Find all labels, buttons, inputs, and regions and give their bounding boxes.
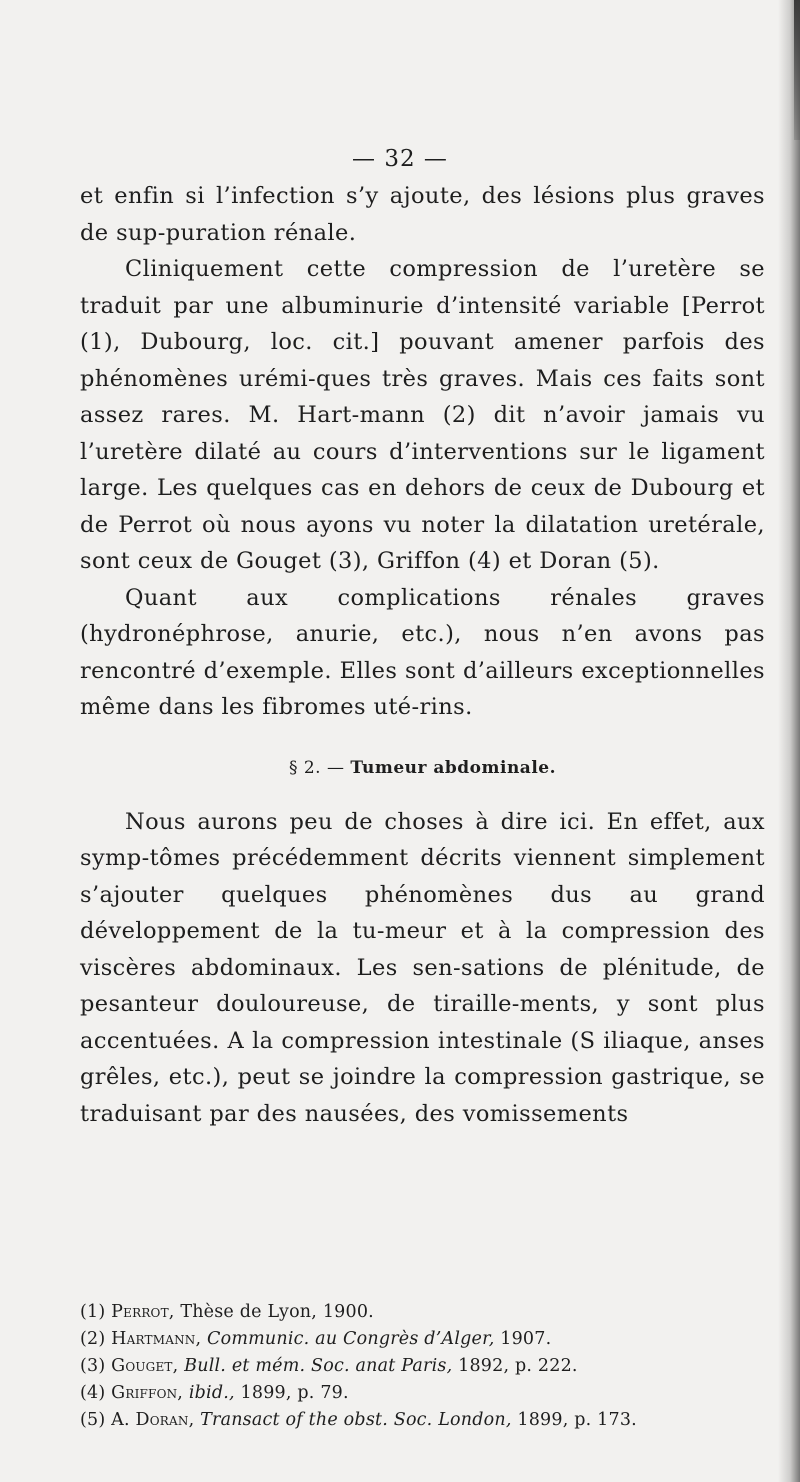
footnote-source: Thèse de Lyon, <box>180 1302 318 1322</box>
footnote-details: 1892, p. 222. <box>458 1356 578 1376</box>
paragraph-1: et enfin si l’infection s’y ajoute, des lésions plus graves de sup-puration rénale. <box>80 183 765 246</box>
footnote-author: Hartmann, <box>111 1329 202 1349</box>
page-edge-shadow <box>778 0 800 1482</box>
footnote-author: Gouget, <box>111 1356 179 1376</box>
main-text <box>80 178 765 1132</box>
footnote-number: (5) <box>80 1410 106 1430</box>
footnote-author: Perrot, <box>111 1302 175 1322</box>
footnotes <box>80 1299 770 1434</box>
section-number: § 2. — <box>288 757 345 778</box>
paragraph-3: Quant aux complications rénales graves (hydronéphrose, anurie, etc.), nous n’en avons pas rencontré d’exemple. Elles sont d’ailleurs exceptionnelles même dans les fibromes uté-rins. <box>80 584 765 720</box>
section-heading <box>80 756 765 780</box>
footnote-3 <box>80 1353 770 1380</box>
footnote-details: 1907. <box>500 1329 552 1349</box>
footnote-number: (2) <box>80 1329 106 1349</box>
footnote-author: Griffon, <box>111 1383 184 1403</box>
footnote-source: Communic. au Congrès d’Alger, <box>207 1329 495 1349</box>
footnote-source: Bull. et mém. Soc. anat Paris, <box>184 1356 453 1376</box>
footnote-4 <box>80 1380 770 1407</box>
footnote-5 <box>80 1407 770 1434</box>
footnote-source: ibid., <box>188 1383 235 1403</box>
footnote-number: (4) <box>80 1383 106 1403</box>
page-edge-binding <box>794 0 800 140</box>
footnote-details: 1899, p. 173. <box>517 1410 637 1430</box>
footnote-number: (3) <box>80 1356 106 1376</box>
footnote-details: 1899, p. 79. <box>240 1383 349 1403</box>
footnote-2 <box>80 1326 770 1353</box>
footnote-number: (1) <box>80 1302 106 1322</box>
page-number: — 32 — <box>352 146 448 172</box>
footnote-1 <box>80 1299 770 1326</box>
section-title: Tumeur abdominale. <box>350 757 557 778</box>
footnote-details: 1900. <box>322 1302 374 1322</box>
footnote-source: Transact of the obst. Soc. London, <box>200 1410 512 1430</box>
paragraph-4: Nous aurons peu de choses à dire ici. En effet, aux symp-tômes précédemment décrits viennent simplement s’ajouter quelques phénomènes dus au grand développement de la tu-meur et à la compression des viscères abdominaux. Les sen-sations de plénitude, de pesanteur douloureuse, de tiraille-ments, y sont plus accentuées. A la compression intestinale (S iliaque, anses grêles, etc.), peut se joindre la compression gastrique, se traduisant par des nausées, des vomissements <box>80 808 765 1127</box>
footnote-author: A. Doran, <box>111 1410 195 1430</box>
paragraph-2: Cliniquement cette compression de l’uretère se traduit par une albuminurie d’intensité variable [Perrot (1), Dubourg, loc. cit.] pouvant amener parfois des phénomènes urémi-ques très graves. Mais ces faits sont assez rares. M. Hart-mann (2) dit n’avoir jamais vu l’uretère dilaté au cours d’interventions sur le ligament large. Les quelques cas en dehors de ceux de Dubourg et de Perrot où nous ayons vu noter la dilatation uretérale, sont ceux de Gouget (3), Griffon (4) et Doran (5). <box>80 256 765 574</box>
